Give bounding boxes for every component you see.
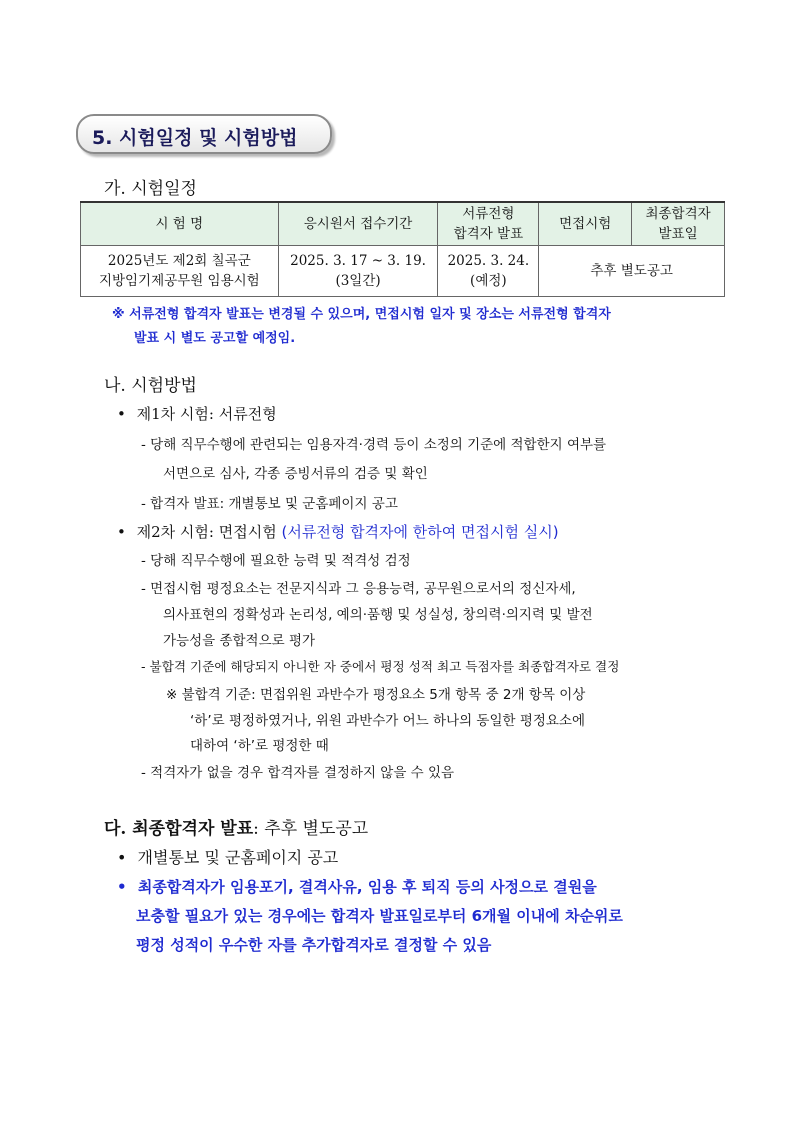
section-title: 5. 시험일정 및 시험방법 [92, 127, 298, 149]
col-final-result: 최종합격자 발표일 [632, 202, 725, 246]
first-exam-item: - 합격자 발표: 개별통보 및 군홈페이지 공고 [141, 496, 398, 512]
col-exam-name: 시 험 명 [81, 202, 279, 246]
second-exam-bullet [117, 521, 559, 542]
cell-document-result: 2025. 3. 24. (예정) [438, 246, 539, 297]
bullet-dot: • [117, 848, 127, 867]
first-exam-item: 서면으로 심사, 각종 증빙서류의 검증 및 확인 [163, 466, 428, 482]
first-exam-bullet [117, 403, 277, 424]
second-exam-item: 의사표현의 정확성과 논리성, 예의·품행 및 성실성, 창의력·의지력 및 발전 [163, 607, 593, 623]
first-exam-title: 제1차 시험: 서류전형 [136, 405, 277, 423]
method-heading: 나. 시험방법 [104, 376, 197, 396]
bullet-dot: • [117, 523, 126, 541]
final-bullet-2-line: 최종합격자가 임용포기, 결격사유, 임용 후 퇴직 등의 사정으로 결원을 [137, 878, 597, 896]
second-exam-title: 제2차 시험: 면접시험 [136, 523, 277, 541]
final-bullet-1-text: 개별통보 및 군홈페이지 공고 [137, 848, 339, 867]
second-exam-item: - 불합격 기준에 해당되지 아니한 자 중에서 평정 성적 최고 득점자를 최종합격자로 결정 [141, 659, 620, 674]
cell-application-period: 2025. 3. 17 ~ 3. 19. (3일간) [278, 246, 438, 297]
cell-interview-final: 추후 별도공고 [539, 246, 725, 297]
schedule-heading: 가. 시험일정 [104, 179, 197, 199]
final-bullet-2-line: 평정 성적이 우수한 자를 추가합격자로 결정할 수 있음 [136, 936, 492, 954]
col-interview: 면접시험 [539, 202, 632, 246]
schedule-note-line1: ※ 서류전형 합격자 발표는 변경될 수 있으며, 면접시험 일자 및 장소는 서류전형 합격자 [112, 307, 611, 322]
table-header-row [81, 202, 725, 246]
schedule-table [80, 201, 725, 297]
fail-criteria-note: ※ 불합격 기준: 면접위원 과반수가 평정요소 5개 항목 중 2개 항목 이상 [166, 687, 586, 703]
table-row [81, 246, 725, 297]
second-exam-item: - 적격자가 없을 경우 합격자를 결정하지 않을 수 있음 [141, 765, 455, 781]
final-bullet-2 [117, 876, 597, 897]
first-exam-item: - 당해 직무수행에 관련되는 임용자격·경력 등이 소정의 기준에 적합한지 여부를 [141, 437, 607, 453]
second-exam-title-note: (서류전형 합격자에 한하여 면접시험 실시) [281, 523, 559, 541]
col-application-period: 응시원서 접수기간 [278, 202, 438, 246]
schedule-note [112, 303, 727, 351]
fail-criteria-note: 대하여 ‘하’로 평정한 때 [190, 738, 329, 754]
final-heading-label: 다. 최종합격자 발표 [104, 819, 254, 839]
cell-exam-name: 2025년도 제2회 칠곡군 지방임기제공무원 임용시험 [81, 246, 279, 297]
final-bullet-2-line: 보충할 필요가 있는 경우에는 합격자 발표일로부터 6개월 이내에 차순위로 [136, 907, 623, 925]
second-exam-item: - 면접시험 평정요소는 전문지식과 그 응용능력, 공무원으로서의 정신자세, [141, 581, 576, 597]
second-exam-item: 가능성을 종합적으로 평가 [163, 633, 316, 649]
final-bullet-1 [117, 845, 338, 868]
schedule-note-line2: 발표 시 별도 공고할 예정임. [134, 331, 296, 346]
bullet-dot: • [117, 878, 127, 896]
section-title-box [76, 114, 332, 154]
final-heading [104, 814, 368, 839]
second-exam-item: - 당해 직무수행에 필요한 능력 및 적격성 검정 [141, 553, 411, 569]
bullet-dot: • [117, 405, 126, 423]
col-document-result: 서류전형 합격자 발표 [438, 202, 539, 246]
final-heading-value: : 추후 별도공고 [253, 819, 369, 839]
fail-criteria-note: ‘하’로 평정하였거나, 위원 과반수가 어느 하나의 동일한 평정요소에 [190, 713, 586, 729]
